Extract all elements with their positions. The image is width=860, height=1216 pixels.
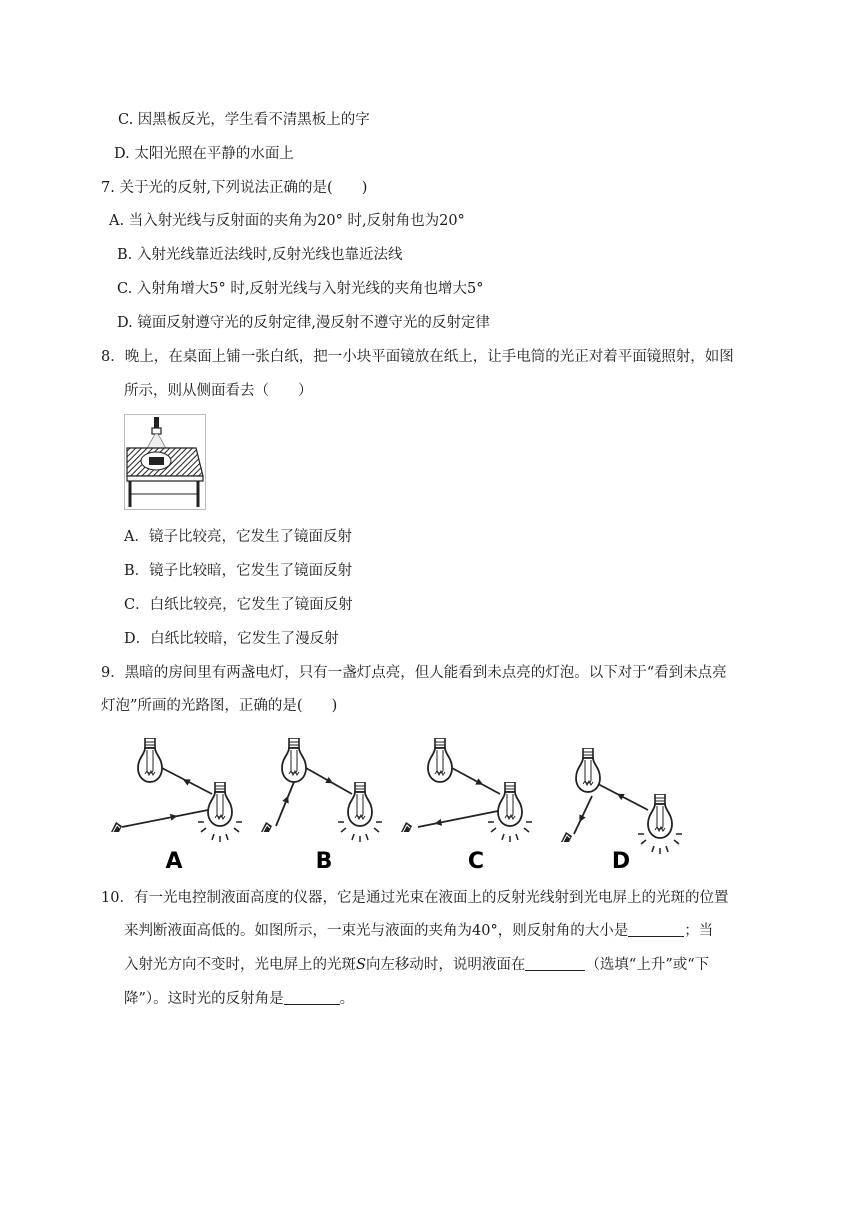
q10-blank-3[interactable] — [284, 990, 340, 1005]
q8-option-a: A．镜子比较亮，它发生了镜面反射 — [124, 529, 352, 545]
q10-line1: 10．有一光电控制液面高度的仪器，它是通过光束在液面上的反射光线射到光电屏上的光斑的位置 — [101, 890, 729, 906]
q7-option-d: D. 镜面反射遵守光的反射定律,漫反射不遵守光的反射定律 — [117, 315, 490, 331]
q9-stem-line2: 灯泡”所画的光路图，正确的是( ) — [101, 698, 338, 714]
q8-option-d: D．白纸比较暗，它发生了漫反射 — [124, 631, 339, 647]
q10-blank-2[interactable] — [525, 956, 585, 971]
q10-line3-end: （选填“上升”或“下 — [585, 957, 710, 973]
q9-diagram-b — [261, 738, 382, 842]
q8-option-c: C．白纸比较亮，它发生了镜面反射 — [124, 597, 353, 613]
q9-label-a: A — [165, 849, 183, 874]
q7-option-a: A. 当入射光线与反射面的夹角为20° 时,反射角也为20° — [109, 213, 465, 229]
q10-line4-end: 。 — [339, 991, 355, 1007]
q9-label-d: D — [611, 849, 631, 874]
q10-line3-mid: 向左移动时，说明液面在 — [365, 957, 526, 973]
q10-line4-text: 降”）。这时光的反射角是 — [124, 991, 284, 1007]
q9-diagram-c — [401, 738, 532, 842]
q7-option-c: C. 入射角增大5° 时,反射光线与入射光线的夹角也增大5° — [117, 281, 484, 297]
q10-line3-text: 入射光方向不变时，光电屏上的光斑 — [124, 957, 356, 973]
q10-line3 — [124, 955, 709, 975]
q9-diagram-a — [111, 738, 242, 842]
q10-line4 — [124, 989, 354, 1009]
q8-option-b: B．镜子比较暗，它发生了镜面反射 — [124, 563, 353, 579]
q6-option-c: C. 因黑板反光，学生看不清黑板上的字 — [118, 112, 370, 128]
q9-light-path-diagrams — [100, 734, 700, 874]
q6-option-d: D. 太阳光照在平静的水面上 — [114, 146, 294, 162]
q10-line2-end: ；当 — [684, 923, 714, 939]
q8-flashlight-table-figure — [124, 414, 206, 510]
q10-blank-1[interactable] — [628, 922, 684, 937]
q7-stem: 7. 关于光的反射,下列说法正确的是( ) — [101, 180, 368, 196]
q9-label-b: B — [315, 849, 333, 874]
q10-line2 — [124, 921, 713, 941]
q7-option-b: B. 入射光线靠近法线时,反射光线也靠近法线 — [117, 247, 403, 263]
q10-spot-s: S — [356, 957, 366, 973]
q9-diagram-d — [561, 748, 682, 854]
q8-stem-line2: 所示，则从侧面看去（ ） — [124, 383, 313, 399]
q9-label-c: C — [467, 849, 485, 874]
q8-stem-line1: 8．晚上，在桌面上铺一张白纸，把一小块平面镜放在纸上，让手电筒的光正对着平面镜照射，如图 — [101, 349, 734, 365]
q10-line2-text: 来判断液面高低的。如图所示，一束光与液面的夹角为40°，则反射角的大小是 — [124, 923, 629, 939]
q9-stem-line1: 9．黑暗的房间里有两盏电灯，只有一盏灯点亮，但人能看到未点亮的灯泡。以下对于“看到未点亮 — [101, 665, 727, 681]
